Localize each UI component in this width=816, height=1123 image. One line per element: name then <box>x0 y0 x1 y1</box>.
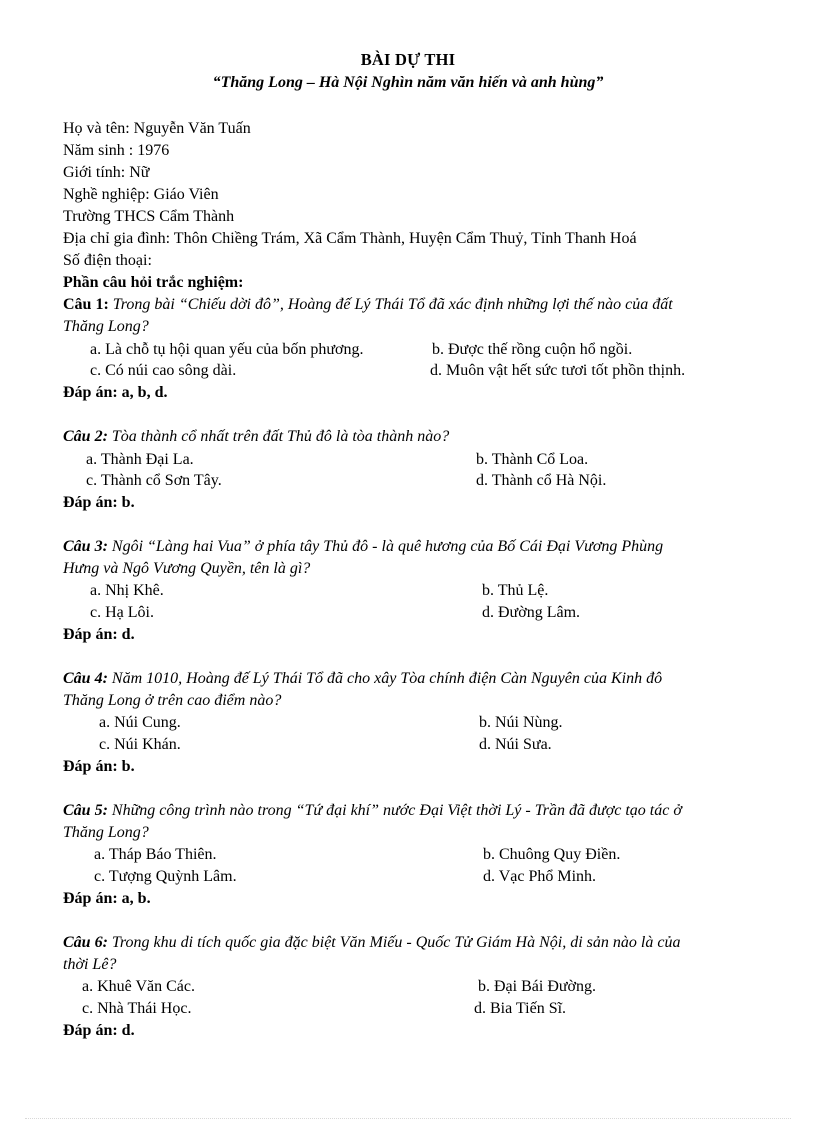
question-text-cont: thời Lê? <box>63 956 117 973</box>
option-d: d. Muôn vật hết sức tươi tốt phồn thịnh. <box>430 362 686 379</box>
option-c: c. Thành cổ Sơn Tây. <box>86 472 222 489</box>
option-d: d. Núi Sưa. <box>479 736 552 753</box>
option-d: d. Đường Lâm. <box>482 604 581 621</box>
option-a: a. Thành Đại La. <box>86 451 194 468</box>
option-d: d. Thành cổ Hà Nội. <box>476 472 607 489</box>
option-a: a. Tháp Báo Thiên. <box>94 846 217 863</box>
question-text-cont: Thăng Long ở trên cao điểm nào? <box>63 692 282 709</box>
option-b: b. Thủ Lệ. <box>482 582 549 599</box>
question-text: Trong bài “Chiếu dời đô”, Hoàng đế Lý Thái Tổ đã xác định những lợi thế nào của đất <box>112 296 673 313</box>
option-a: a. Nhị Khê. <box>90 582 164 599</box>
question-text: Trong khu di tích quốc gia đặc biệt Văn Miếu - Quốc Tử Giám Hà Nội, di sản nào là của <box>111 934 681 951</box>
personal-address: Địa chỉ gia đình: Thôn Chiềng Trám, Xã Cẩm Thành, Huyện Cẩm Thuỷ, Tỉnh Thanh Hoá <box>63 230 637 247</box>
personal-school: Trường THCS Cẩm Thành <box>63 208 235 225</box>
question-5: Câu 5: Những công trình nào trong “Tứ đại khí” nước Đại Việt thời Lý - Trần đã được tạo tác ở <box>63 802 682 819</box>
question-label: Câu 3 <box>63 538 103 555</box>
option-b: b. Đại Bái Đường. <box>478 978 597 995</box>
question-text-cont: Hưng và Ngô Vương Quyền, tên là gì? <box>63 560 311 577</box>
question-6: Câu 6: Trong khu di tích quốc gia đặc biệt Văn Miếu - Quốc Tử Giám Hà Nội, di sản nào là của <box>63 934 681 951</box>
option-d: d. Bia Tiến Sĩ. <box>474 1000 567 1017</box>
personal-phone: Số điện thoại: <box>63 252 152 269</box>
question-4: Câu 4: Năm 1010, Hoàng đế Lý Thái Tổ đã cho xây Tòa chính điện Càn Nguyên của Kinh đô <box>63 670 663 687</box>
option-d: d. Vạc Phổ Minh. <box>483 868 597 885</box>
personal-birth-year: Năm sinh : 1976 <box>63 142 170 159</box>
option-b: b. Núi Nùng. <box>479 714 563 731</box>
option-b: b. Được thế rồng cuộn hổ ngồi. <box>432 341 633 358</box>
question-text: Những công trình nào trong “Tứ đại khí” nước Đại Việt thời Lý - Trần đã được tạo tác ở <box>111 802 682 819</box>
personal-gender: Giới tính: Nữ <box>63 164 150 181</box>
question-text: Tòa thành cổ nhất trên đất Thủ đô là tòa thành nào? <box>111 428 450 445</box>
answer: Đáp án: a, b. <box>63 890 151 907</box>
question-3: Câu 3: Ngôi “Làng hai Vua” ở phía tây Thủ đô - là quê hương của Bố Cái Đại Vương Phùng <box>63 538 664 555</box>
page-bottom-rule <box>25 1118 791 1119</box>
personal-job: Nghề nghiệp: Giáo Viên <box>63 186 219 203</box>
option-a: a. Là chỗ tụ hội quan yếu của bốn phương. <box>90 341 364 358</box>
answer: Đáp án: b. <box>63 758 135 775</box>
document-subtitle: “Thăng Long – Hà Nội Nghìn năm văn hiến và anh hùng” <box>212 74 604 91</box>
option-a: a. Khuê Văn Các. <box>82 978 195 995</box>
question-label: Câu 5 <box>63 802 103 819</box>
option-b: b. Chuông Quy Điền. <box>483 846 621 863</box>
question-label: Câu 4 <box>63 670 103 687</box>
option-b: b. Thành Cổ Loa. <box>476 451 589 468</box>
question-label: Câu 1 <box>63 296 104 313</box>
answer: Đáp án: a, b, d. <box>63 384 168 401</box>
question-2: Câu 2: Tòa thành cổ nhất trên đất Thủ đô là tòa thành nào? <box>63 428 450 445</box>
option-c: c. Tượng Quỳnh Lâm. <box>94 868 237 885</box>
answer: Đáp án: d. <box>63 626 135 643</box>
option-c: c. Có núi cao sông dài. <box>90 362 237 379</box>
question-text-cont: Thăng Long? <box>63 318 149 335</box>
question-text-cont: Thăng Long? <box>63 824 149 841</box>
option-a: a. Núi Cung. <box>99 714 181 731</box>
question-1: Câu 1: Trong bài “Chiếu dời đô”, Hoàng đế Lý Thái Tổ đã xác định những lợi thế nào của đất <box>63 296 673 313</box>
answer: Đáp án: b. <box>63 494 135 511</box>
option-c: c. Hạ Lôi. <box>90 604 154 621</box>
answer: Đáp án: d. <box>63 1022 135 1039</box>
question-text: Ngôi “Làng hai Vua” ở phía tây Thủ đô - là quê hương của Bố Cái Đại Vương Phùng <box>111 538 664 555</box>
question-label: Câu 2 <box>63 428 103 445</box>
question-label: Câu 6 <box>63 934 103 951</box>
section-title: Phần câu hỏi trắc nghiệm: <box>63 274 244 291</box>
document-title: BÀI DỰ THI <box>360 50 456 69</box>
personal-name: Họ và tên: Nguyễn Văn Tuấn <box>63 120 251 137</box>
option-c: c. Nhà Thái Học. <box>82 1000 192 1017</box>
question-text: Năm 1010, Hoàng đế Lý Thái Tổ đã cho xây Tòa chính điện Càn Nguyên của Kinh đô <box>111 670 663 687</box>
option-c: c. Núi Khán. <box>99 736 181 753</box>
